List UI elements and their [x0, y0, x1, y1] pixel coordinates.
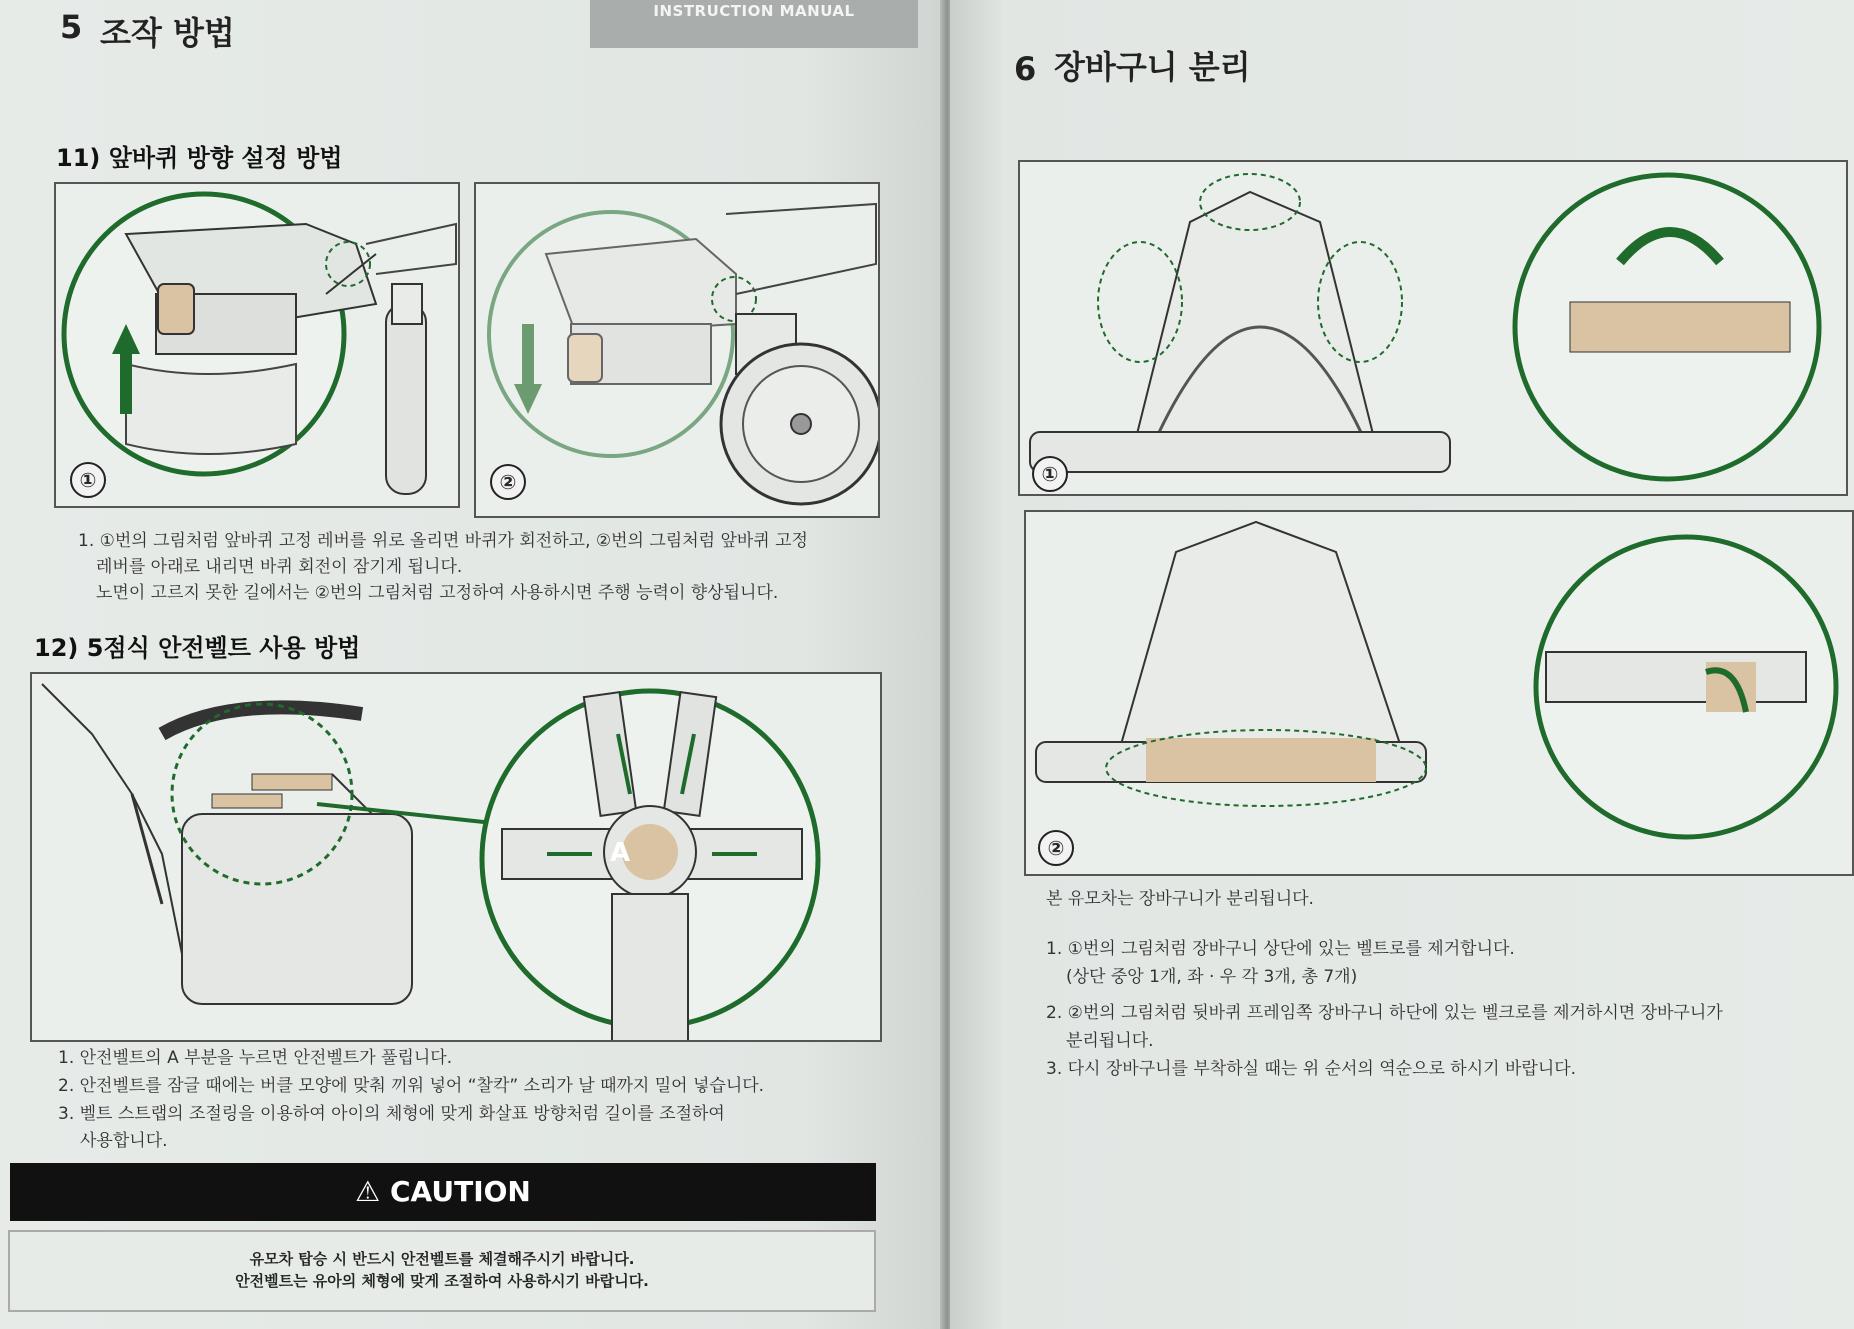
basket-top-velcro-illustration	[1020, 162, 1848, 496]
sub12-line-1: 1. 안전벨트의 A 부분을 누르면 안전벨트가 풀립니다.	[58, 1048, 453, 1068]
safety-belt-figure	[30, 672, 882, 1042]
subsection-12-title: 12) 5점식 안전벨트 사용 방법	[34, 634, 361, 662]
basket-line-3: 2. ②번의 그림처럼 뒷바퀴 프레임쪽 장바구니 하단에 있는 벨크로를 제거하시면 장바구니가	[1046, 1003, 1723, 1023]
caution-box	[8, 1230, 876, 1312]
sub11-line-3: 노면이 고르지 못한 길에서는 ②번의 그림처럼 고정하여 사용하시면 주행 능력이 향상됩니다.	[96, 583, 779, 603]
basket-intro: 본 유모차는 장바구니가 분리됩니다.	[1046, 889, 1314, 909]
front-wheel-lock-illustration	[476, 184, 880, 518]
caution-label: CAUTION	[390, 1175, 531, 1208]
basket-line-1: 1. ①번의 그림처럼 장바구니 상단에 있는 벨트로를 제거합니다.	[1046, 939, 1515, 959]
section-number: 5	[60, 8, 83, 46]
right-page	[950, 0, 1854, 1329]
manual-header-tab: INSTRUCTION MANUAL	[590, 0, 918, 48]
figure-badge-1: ①	[70, 462, 106, 498]
basket-line-4: 분리됩니다.	[1066, 1031, 1154, 1051]
section-6-number: 6	[1014, 50, 1037, 88]
caution-line-2: 안전벨트는 유아의 체형에 맞게 조절하여 사용하시기 바랍니다.	[235, 1272, 649, 1290]
figure-6-badge-2: ②	[1038, 830, 1074, 866]
figure-6-badge-1: ①	[1032, 456, 1068, 492]
caution-banner	[10, 1163, 876, 1221]
section-6-title: 장바구니 분리	[1054, 48, 1251, 86]
sub11-line-2: 레버를 아래로 내리면 바퀴 회전이 잠기게 됩니다.	[96, 557, 463, 577]
buckle-label: A	[609, 838, 631, 868]
front-wheel-figure-1	[54, 182, 460, 508]
front-wheel-figure-2	[474, 182, 880, 518]
figure-badge-2: ②	[490, 464, 526, 500]
basket-line-2: (상단 중앙 1개, 좌 · 우 각 3개, 총 7개)	[1066, 967, 1358, 987]
basket-removal-figure-1	[1018, 160, 1848, 496]
basket-bottom-velcro-illustration	[1026, 512, 1854, 876]
sub12-line-2: 2. 안전벨트를 잠글 때에는 버클 모양에 맞춰 끼워 넣어 “찰칵” 소리가 날 때까지 밀어 넣습니다.	[58, 1076, 765, 1096]
section-title: 조작 방법	[100, 14, 235, 52]
sub12-line-4: 사용합니다.	[80, 1131, 168, 1151]
warning-triangle-icon: ⚠	[355, 1175, 381, 1208]
front-wheel-unlock-illustration	[56, 184, 460, 508]
basket-removal-figure-2	[1024, 510, 1854, 876]
sub12-line-3: 3. 벨트 스트랩의 조절링을 이용하여 아이의 체형에 맞게 화살표 방향처럼 길이를 조절하여	[58, 1104, 725, 1124]
basket-line-5: 3. 다시 장바구니를 부착하실 때는 위 순서의 역순으로 하시기 바랍니다.	[1046, 1059, 1577, 1079]
safety-belt-illustration	[32, 674, 882, 1042]
caution-line-1: 유모차 탑승 시 반드시 안전벨트를 체결해주시기 바랍니다.	[249, 1250, 635, 1268]
subsection-11-title: 11) 앞바퀴 방향 설정 방법	[56, 144, 343, 172]
sub11-line-1: 1. ①번의 그림처럼 앞바퀴 고정 레버를 위로 올리면 바퀴가 회전하고, ②번의 그림처럼 앞바퀴 고정	[78, 531, 808, 551]
